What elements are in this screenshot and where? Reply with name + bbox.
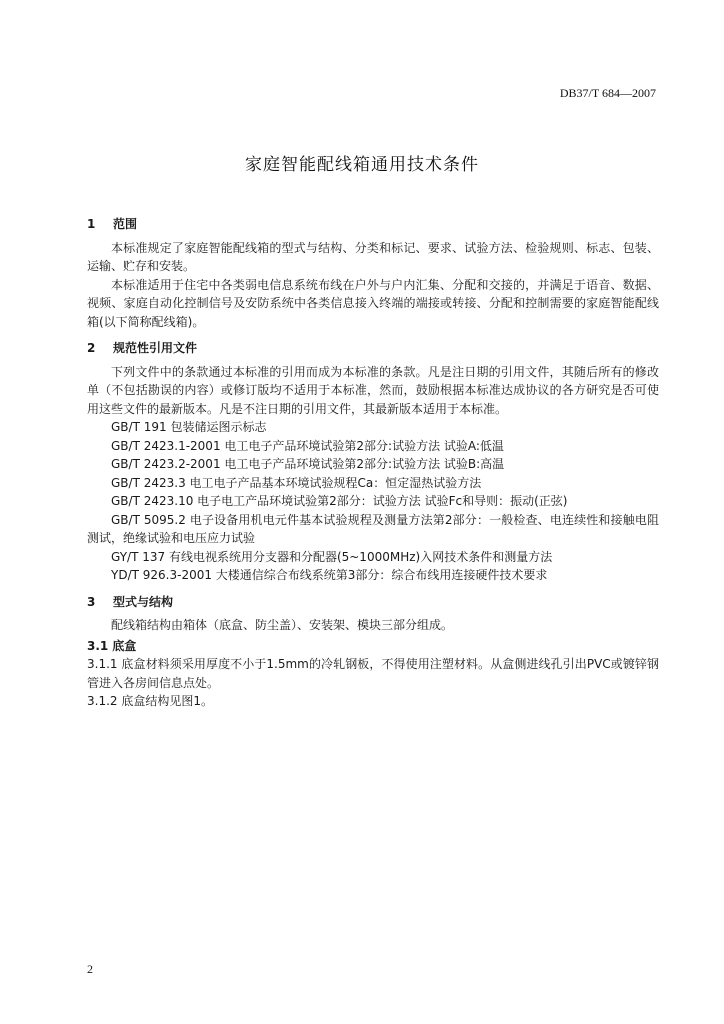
section-2-number: 2 — [87, 341, 96, 355]
document-body — [87, 210, 659, 711]
clause-3-1-2: 3.1.2 底盒结构见图1。 — [87, 694, 213, 708]
standard-code: DB37/T 684—2007 — [559, 86, 656, 100]
section-3-intro: 配线箱结构由箱体（底盒、防尘盖）、安装架、模块三部分组成。 — [111, 618, 454, 632]
document-title: 家庭智能配线箱通用技术条件 — [245, 155, 479, 175]
section-3-number: 3 — [87, 594, 96, 609]
clause-3-1-1: 3.1.1 底盒材料须采用厚度不小于1.5mm的冷轧钢板，不得使用注塑材料。从盒侧进线孔引出PVC或镀锌钢管进入各房间信息点处。 — [87, 657, 659, 690]
section-2-heading — [87, 339, 659, 358]
section-1-paragraph-2: 本标准适用于住宅中各类弱电信息系统布线在户外与户内汇集、分配和交接的，并满足于语音、数据、视频、家庭自动化控制信号及安防系统中各类信息接入终端的端接或转接、分配和控制需要的家庭智能配线箱(以下简称配线箱)。 — [87, 277, 659, 329]
subsection-3-1-heading — [87, 637, 659, 656]
section-2-title: 规范性引用文件 — [113, 341, 198, 355]
page-number: 2 — [87, 962, 93, 976]
reference-item: GB/T 2423.3 电工电子产品基本环境试验规程Ca：恒定湿热试验方法 — [111, 475, 482, 490]
section-1-title: 范围 — [113, 217, 138, 231]
section-1-paragraph-1: 本标准规定了家庭智能配线箱的型式与结构、分类和标记、要求、试验方法、检验规则、标志、包装、运输、贮存和安装。 — [87, 240, 659, 273]
reference-item: GY/T 137 有线电视系统用分支器和分配器(5~1000MHz)入网技术条件和测量方法 — [111, 549, 553, 564]
reference-item: YD/T 926.3-2001 大楼通信综合布线系统第3部分：综合布线用连接硬件技术要求 — [111, 568, 548, 582]
subsection-3-1-title: 底盒 — [112, 638, 137, 653]
section-2-intro: 下列文件中的条款通过本标准的引用而成为本标准的条款。凡是注日期的引用文件，其随后所有的修改单（不包括勘误的内容）或修订版均不适用于本标准，然而，鼓励根据本标准达成协议的各方研究是否可使用这些文件的最新版本。凡是不注日期的引用文件，其最新版本适用于本标准。 — [87, 364, 659, 416]
reference-item: GB/T 2423.2-2001 电工电子产品环境试验第2部分:试验方法 试验B:高温 — [111, 457, 505, 471]
subsection-3-1-number: 3.1 — [87, 638, 109, 653]
section-1-number: 1 — [87, 217, 96, 231]
section-3-title: 型式与结构 — [113, 594, 174, 609]
reference-item: GB/T 191 包装储运图示标志 — [111, 420, 267, 434]
section-3-heading — [87, 593, 659, 612]
reference-item: GB/T 2423.1-2001 电工电子产品环境试验第2部分:试验方法 试验A:低温 — [111, 438, 504, 453]
reference-item: GB/T 5095.2 电子设备用机电元件基本试验规程及测量方法第2部分：一般检查、电连续性和接触电阻测试，绝缘试验和电压应力试验 — [87, 512, 659, 545]
reference-item: GB/T 2423.10 电子电工产品环境试验第2部分：试验方法 试验Fc和导则：振动(正弦) — [111, 494, 568, 508]
section-1-heading — [87, 215, 659, 234]
